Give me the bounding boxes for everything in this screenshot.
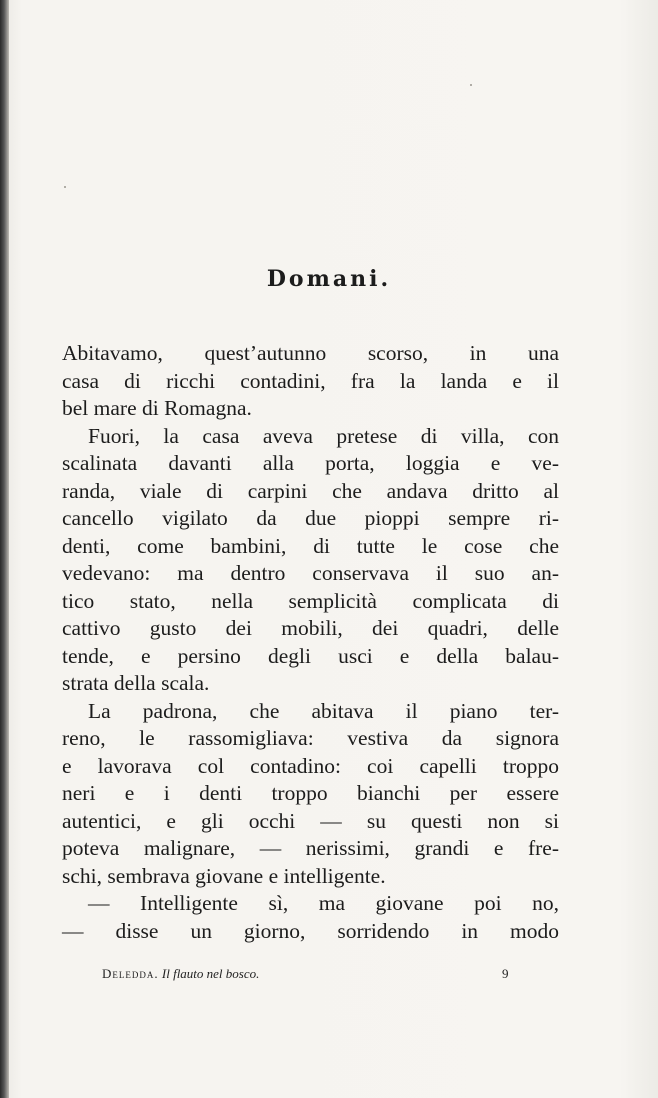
- text-line: cancello vigilato da due pioppi sempre ri-: [62, 506, 559, 530]
- text-line: cattivo gusto dei mobili, dei quadri, delle: [62, 616, 559, 640]
- paper-speck: [470, 84, 472, 86]
- running-footer: [102, 966, 259, 982]
- paper-speck: [64, 186, 66, 188]
- footer-book-title: Il flauto nel bosco.: [161, 966, 260, 981]
- text-line: — Intelligente sì, ma giovane poi no,: [88, 891, 559, 915]
- chapter-title: Domani.: [266, 266, 392, 292]
- text-line: strata della scala.: [62, 671, 210, 695]
- text-line: schi, sembrava giovane e intelligente.: [62, 863, 386, 888]
- text-line: reno, le rassomigliava: vestiva da signora: [62, 726, 559, 750]
- text-line: Fuori, la casa aveva pretese di villa, con: [88, 423, 559, 448]
- text-line: tico stato, nella semplicità complicata di: [62, 588, 559, 613]
- text-line: randa, viale di carpini che andava dritto al: [62, 478, 559, 503]
- text-line: bel mare di Romagna.: [62, 396, 252, 420]
- text-line: — disse un giorno, sorridendo in modo: [62, 918, 559, 943]
- text-line: autentici, e gli occhi — su questi non si: [62, 808, 559, 833]
- text-line: e lavorava col contadino: coi capelli troppo: [62, 753, 559, 778]
- text-line: denti, come bambini, di tutte le cose che: [62, 533, 559, 558]
- page-number: 9: [502, 966, 509, 981]
- text-line: vedevano: ma dentro conservava il suo an-: [62, 561, 559, 585]
- text-line: casa di ricchi contadini, fra la landa e il: [62, 368, 559, 393]
- text-line: La padrona, che abitava il piano ter-: [88, 698, 559, 723]
- text-line: poteva malignare, — nerissimi, grandi e fre-: [62, 836, 559, 860]
- footer-author: Deledda.: [102, 966, 159, 981]
- body-text: [62, 340, 559, 945]
- text-line: neri e i denti troppo bianchi per essere: [62, 781, 559, 805]
- binding-edge: [0, 0, 9, 1098]
- text-line: Abitavamo, quest’autunno scorso, in una: [62, 341, 559, 365]
- text-line: tende, e persino degli usci e della balau-: [62, 643, 559, 668]
- text-line: scalinata davanti alla porta, loggia e ve-: [62, 451, 559, 475]
